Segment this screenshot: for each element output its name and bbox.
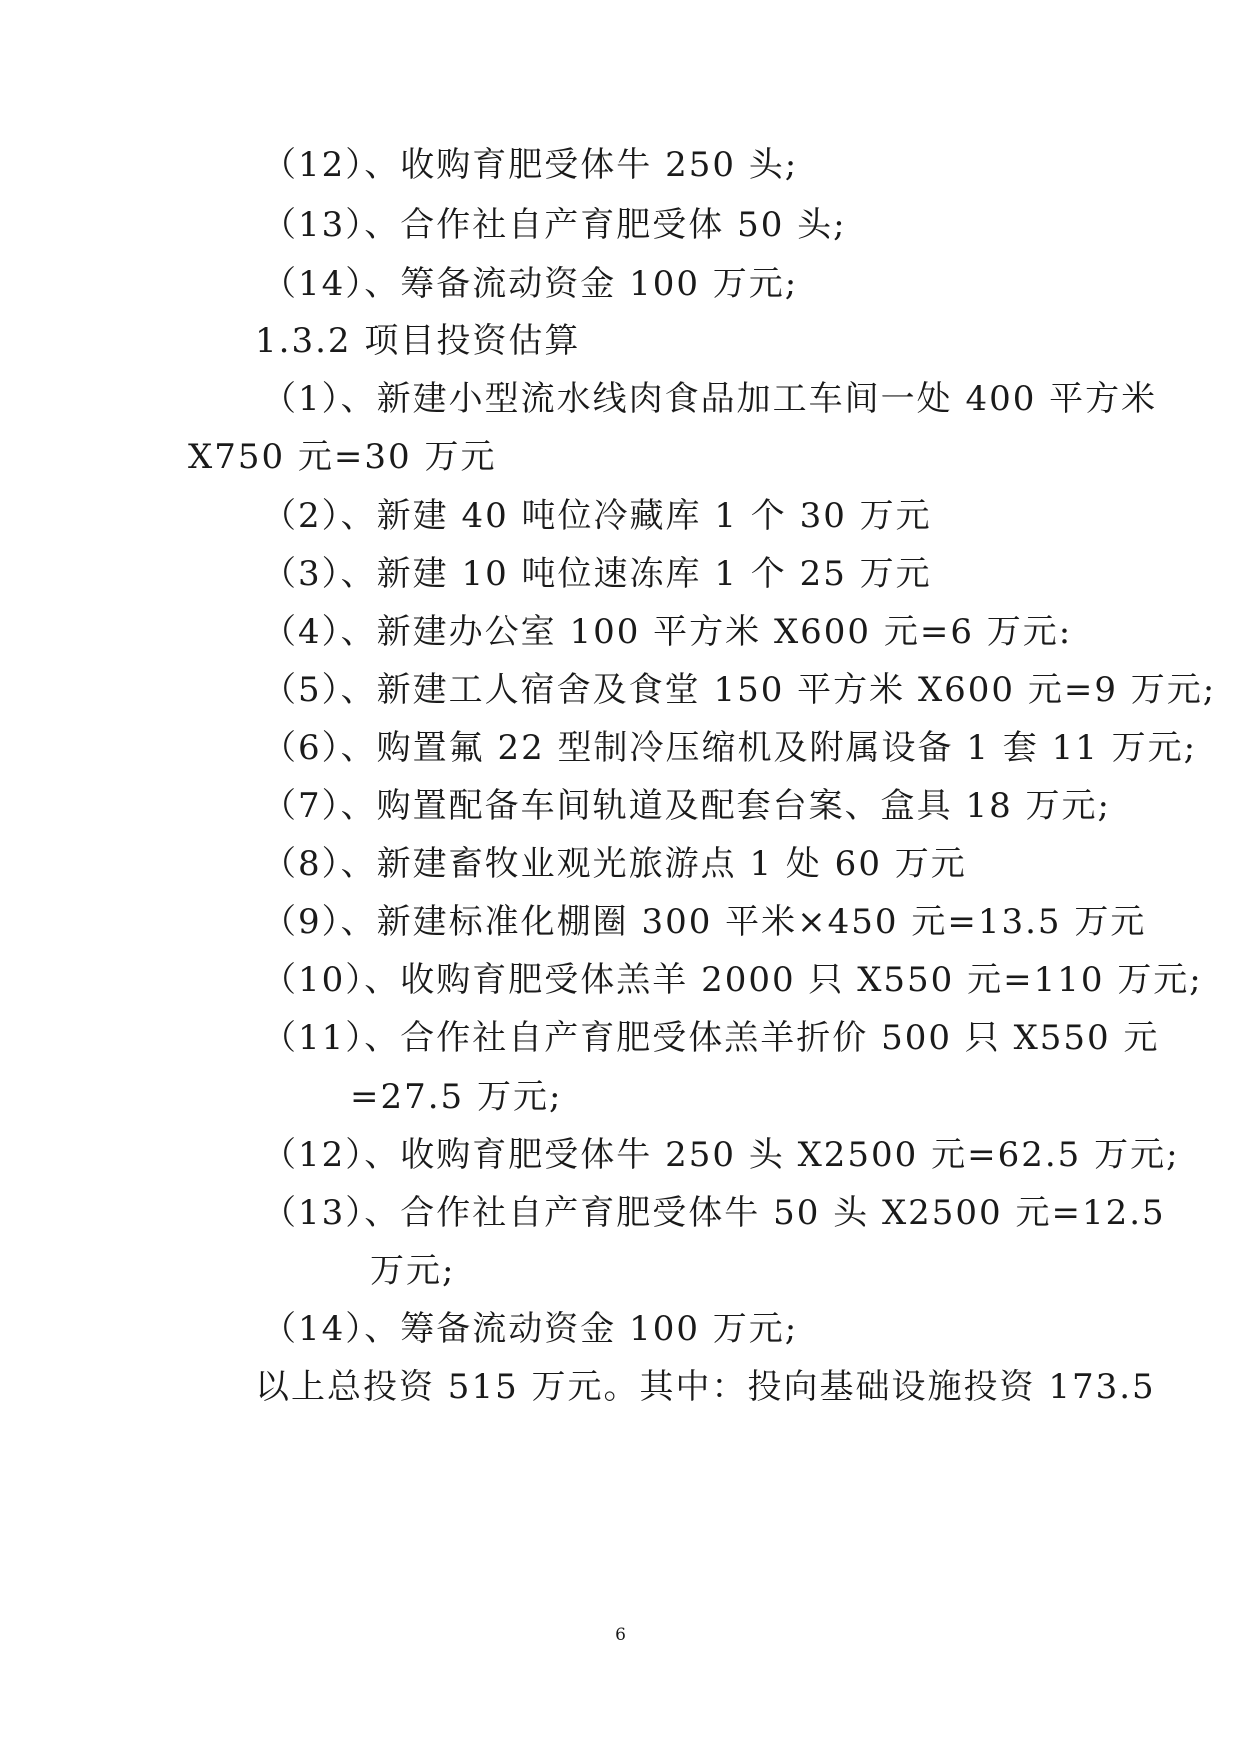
text-line-19: （13）、合作社自产育肥受体牛 50 头 X2500 元=12.5 — [262, 1193, 1166, 1233]
text-line-17: =27.5 万元; — [350, 1077, 563, 1117]
text-line-9: （4）、新建办公室 100 平方米 X600 元=6 万元: — [262, 612, 1073, 652]
text-line-1: （12）、收购育肥受体牛 250 头; — [262, 145, 799, 185]
text-line-7: （2）、新建 40 吨位冷藏库 1 个 30 万元 — [262, 496, 932, 536]
text-line-21: （14）、筹备流动资金 100 万元; — [262, 1309, 799, 1349]
text-line-12: （7）、购置配备车间轨道及配套台案、盒具 18 万元; — [262, 786, 1111, 826]
text-line-5: （1）、新建小型流水线肉食品加工车间一处 400 平方米 — [262, 379, 1158, 419]
text-line-18: （12）、收购育肥受体牛 250 头 X2500 元=62.5 万元; — [262, 1135, 1180, 1175]
text-line-11: （6）、购置氟 22 型制冷压缩机及附属设备 1 套 11 万元; — [262, 728, 1198, 768]
page-number: 6 — [615, 1625, 626, 1645]
text-line-13: （8）、新建畜牧业观光旅游点 1 处 60 万元 — [262, 844, 967, 884]
text-line-14: （9）、新建标准化棚圈 300 平米×450 元=13.5 万元 — [262, 902, 1147, 942]
text-line-15: （10）、收购育肥受体羔羊 2000 只 X550 元=110 万元; — [262, 960, 1203, 1000]
text-line-20: 万元; — [370, 1251, 456, 1291]
text-line-2: （13）、合作社自产育肥受体 50 头; — [262, 205, 847, 245]
text-line-8: （3）、新建 10 吨位速冻库 1 个 25 万元 — [262, 554, 932, 594]
text-line-16: （11）、合作社自产育肥受体羔羊折价 500 只 X550 元 — [262, 1018, 1160, 1058]
text-line-6: X750 元=30 万元 — [188, 437, 497, 477]
text-line-22: 以上总投资 515 万元。其中：投向基础设施投资 173.5 — [255, 1367, 1156, 1407]
section-heading: 1.3.2 项目投资估算 — [255, 321, 581, 361]
text-line-3: （14）、筹备流动资金 100 万元; — [262, 264, 799, 304]
text-line-10: （5）、新建工人宿舍及食堂 150 平方米 X600 元=9 万元; — [262, 670, 1217, 710]
